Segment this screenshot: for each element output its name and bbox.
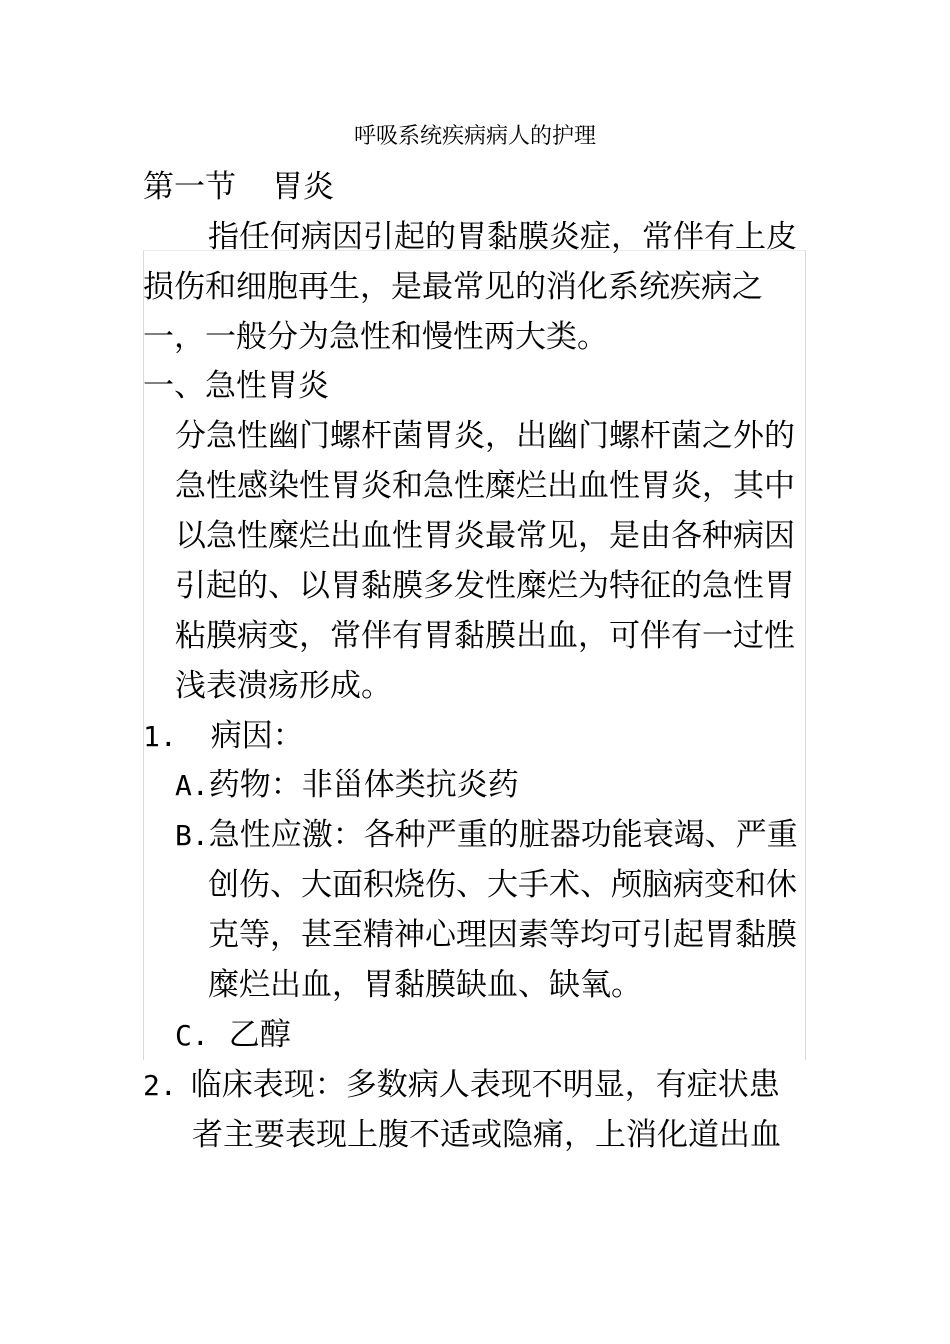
intro-line-3: 一，一般分为急性和慢性两大类。 <box>143 319 608 355</box>
item-2-line-2: 者主要表现上腹不适或隐痛，上消化道出血 <box>192 1117 781 1153</box>
item-2-number: 2. <box>143 1069 177 1102</box>
item-a-mark: A. <box>175 769 209 802</box>
item-a-text: 药物：非甾体类抗炎药 <box>208 767 519 803</box>
para1-line-5: 粘膜病变，常伴有胃黏膜出血，可伴有一过性 <box>175 618 795 654</box>
para1-line-3: 以急性糜烂出血性胃炎最常见，是由各种病因 <box>175 518 795 554</box>
item-1-number: 1. <box>143 720 177 753</box>
para1-line-1: 分急性幽门螺杆菌胃炎，出幽门螺杆菌之外的 <box>175 418 795 454</box>
item-c <box>175 1015 291 1056</box>
para1-line-4: 引起的、以胃黏膜多发性糜烂为特征的急性胃 <box>175 568 795 604</box>
heading-acute-gastritis: 一、急性胃炎 <box>143 368 329 404</box>
item-2-line-1: 临床表现：多数病人表现不明显，有症状患 <box>190 1067 780 1103</box>
item-c-mark: C. <box>175 1019 209 1052</box>
item-b-mark: B. <box>175 819 209 852</box>
intro-line-1: 指任何病因引起的胃黏膜炎症，常伴有上皮 <box>208 219 797 255</box>
section-heading <box>143 167 334 207</box>
page-title: 呼吸系统疾病病人的护理 <box>353 124 596 149</box>
item-c-text: 乙醇 <box>228 1017 291 1053</box>
para1-line-6: 浅表溃疡形成。 <box>175 668 392 704</box>
item-1-label: 病因： <box>210 718 304 754</box>
item-b-line-2: 创伤、大面积烧伤、大手术、颅脑病变和休 <box>208 867 797 903</box>
item-b-line-1: 急性应激：各种严重的脏器功能衰竭、严重 <box>208 817 798 853</box>
section-number: 第一节 <box>143 169 236 205</box>
item-a <box>175 765 519 806</box>
item-b-line-4: 糜烂出血，胃黏膜缺血、缺氧。 <box>208 967 642 1003</box>
item-2 <box>143 1065 780 1106</box>
item-1 <box>143 716 304 757</box>
intro-line-2: 损伤和细胞再生，是最常见的消化系统疾病之 <box>143 269 763 305</box>
item-b <box>175 815 798 856</box>
item-b-line-3: 克等，甚至精神心理因素等均可引起胃黏膜 <box>208 917 797 953</box>
section-name: 胃炎 <box>272 169 334 205</box>
para1-line-2: 急性感染性胃炎和急性糜烂出血性胃炎，其中 <box>175 468 795 504</box>
